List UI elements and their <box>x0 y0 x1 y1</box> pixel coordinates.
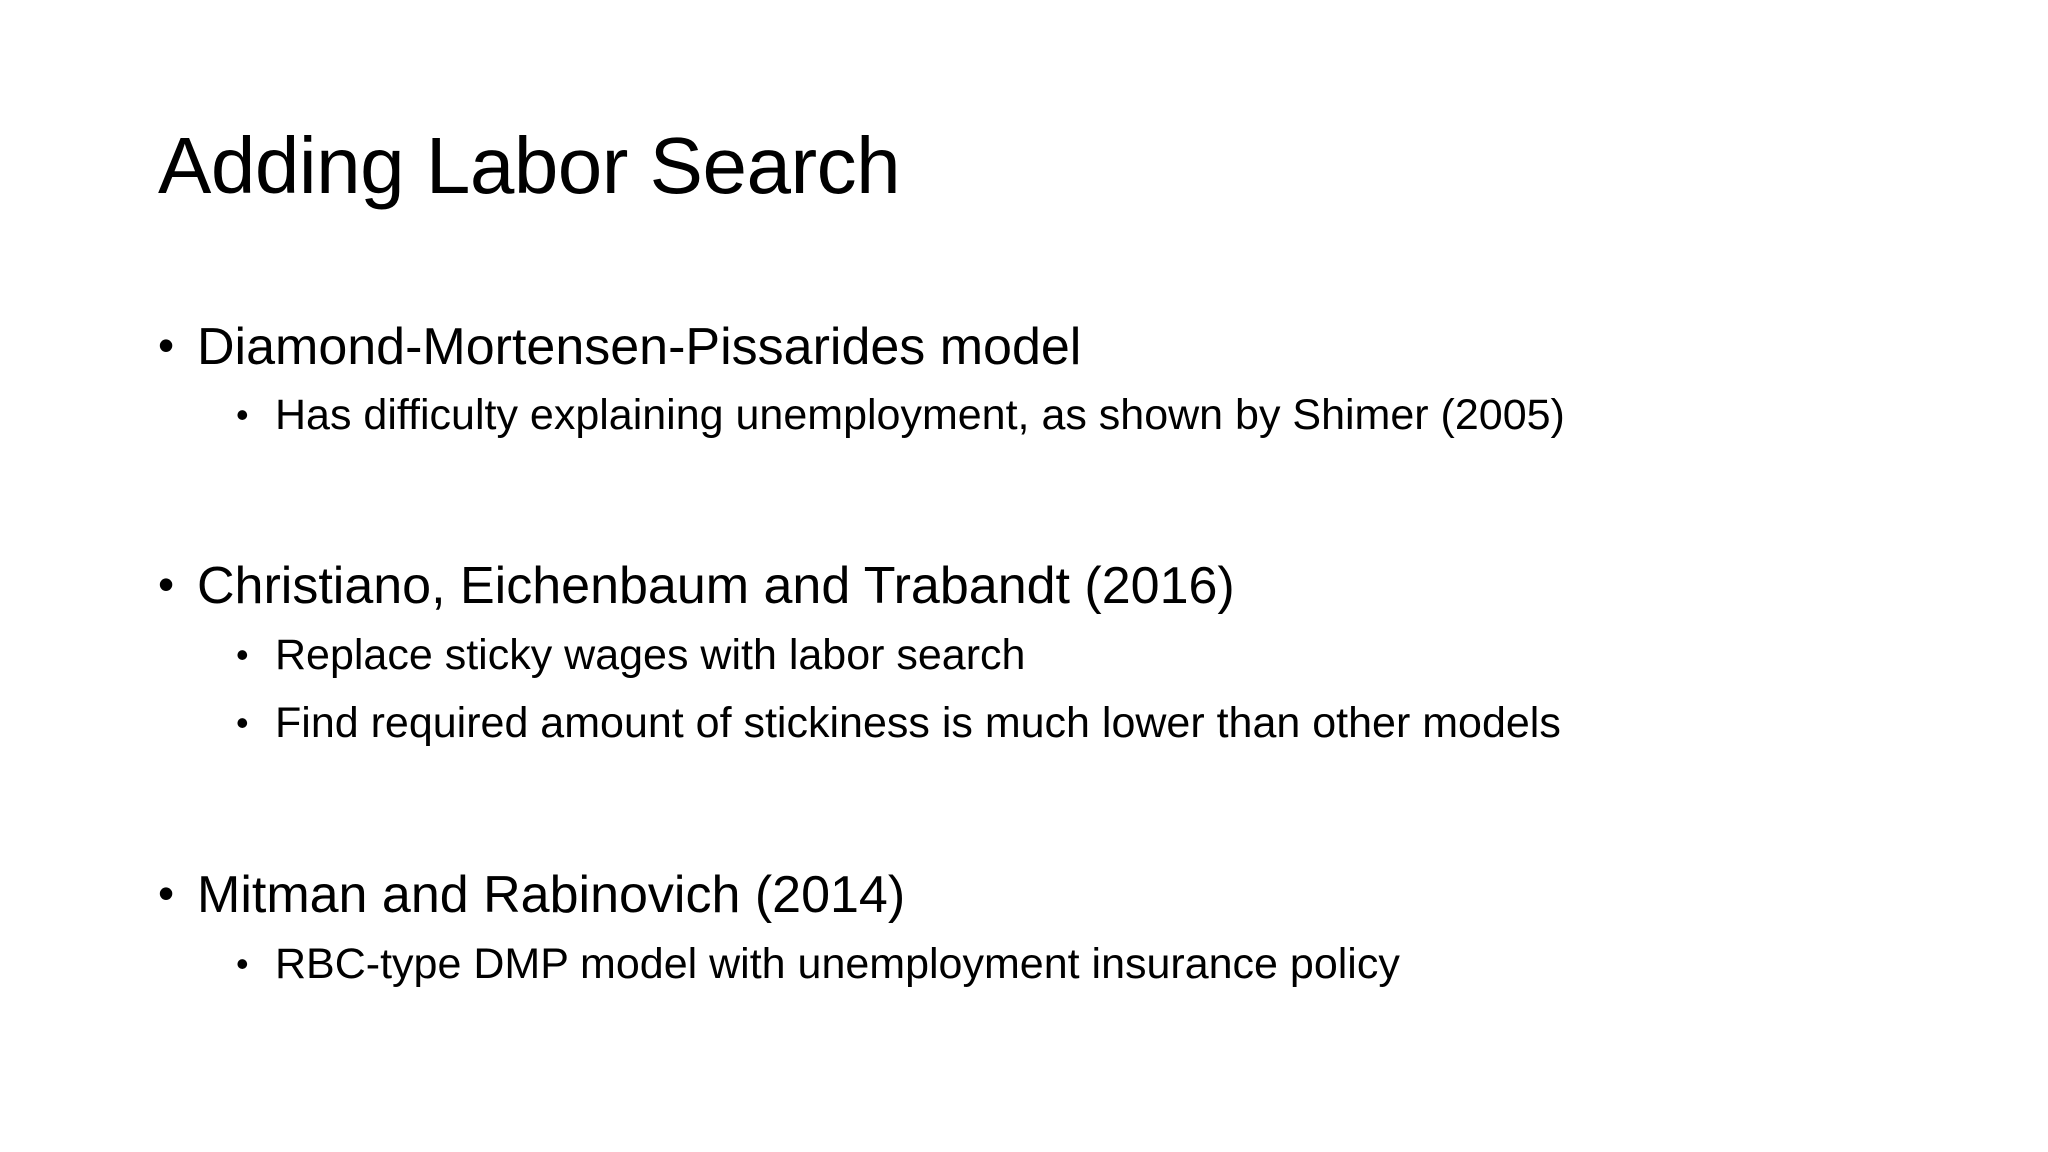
sub-bullet-dot-icon: • <box>236 702 249 743</box>
sub-bullet-rbc-dmp <box>236 939 1836 993</box>
bullet-mitman-rabinovich <box>158 864 1758 928</box>
bullet-text: Mitman and Rabinovich (2014) <box>197 866 906 924</box>
sub-bullet-dot-icon: • <box>236 394 249 435</box>
slide-title: Adding Labor Search <box>158 121 901 210</box>
bullet-christiano-et-al <box>158 555 1758 619</box>
bullet-dot-icon: • <box>158 319 175 371</box>
sub-bullet-dot-icon: • <box>236 943 249 984</box>
sub-bullet-dot-icon: • <box>236 634 249 675</box>
bullet-text: Diamond-Mortensen-Pissarides model <box>197 318 1082 376</box>
sub-bullet-text: Find required amount of stickiness is much lower than other models <box>275 699 1561 747</box>
sub-bullet-sticky-wages <box>236 630 1836 684</box>
sub-bullet-text: Has difficulty explaining unemployment, as shown by Shimer (2005) <box>275 391 1565 439</box>
bullet-dmp-model <box>158 316 1758 380</box>
bullet-text: Christiano, Eichenbaum and Trabandt (2016) <box>197 557 1235 615</box>
bullet-dot-icon: • <box>158 867 175 919</box>
sub-bullet-stickiness <box>236 698 1836 752</box>
sub-bullet-text: RBC-type DMP model with unemployment insurance policy <box>275 940 1400 988</box>
sub-bullet-shimer <box>236 390 1836 444</box>
bullet-dot-icon: • <box>158 558 175 610</box>
sub-bullet-text: Replace sticky wages with labor search <box>275 631 1026 679</box>
